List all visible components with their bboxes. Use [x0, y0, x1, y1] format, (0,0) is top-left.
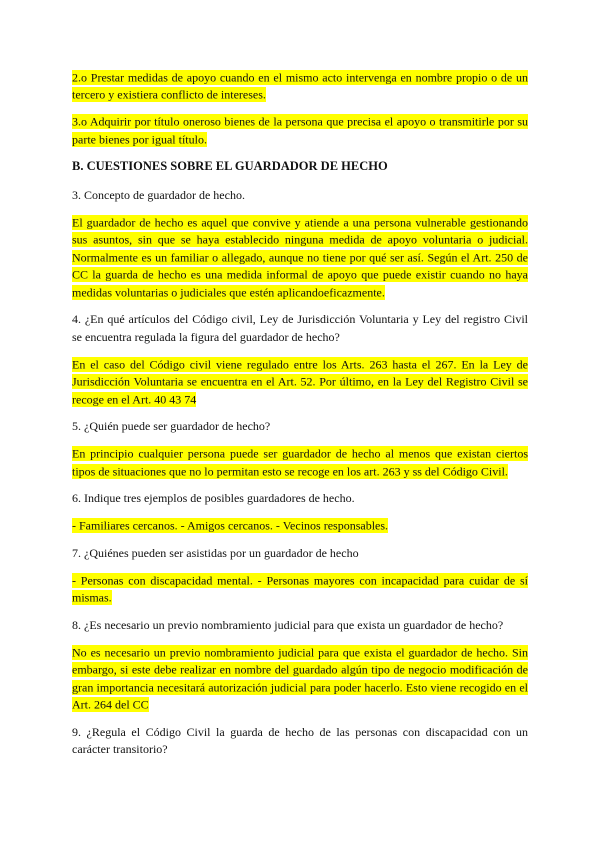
highlighted-text: 2.o Prestar medidas de apoyo cuando en el mismo acto intervenga en nombre propio o de un tercero y existiera conflicto de intereses. — [72, 70, 528, 102]
document-body — [72, 69, 528, 769]
highlighted-text: - Personas con discapacidad mental. - Personas mayores con incapacidad para cuidar de sí mismas. — [72, 573, 528, 605]
highlighted-text: - Familiares cercanos. - Amigos cercanos. - Vecinos responsables. — [72, 518, 389, 533]
answer-paragraph — [72, 572, 528, 607]
answer-paragraph — [72, 518, 528, 536]
answer-paragraph — [72, 644, 528, 714]
answer-paragraph — [72, 356, 528, 409]
answer-paragraph — [72, 214, 528, 302]
question-paragraph: 8. ¿Es necesario un previo nombramiento judicial para que exista un guardador de hecho? — [72, 617, 504, 632]
question-paragraph: 6. Indique tres ejemplos de posibles guardadores de hecho. — [72, 491, 355, 505]
highlighted-text: En principio cualquier persona puede ser guardador de hecho al menos que existan ciertos tipos de situaciones que no lo permitan esto se recoge en los art. 263 y ss del Código Civil. — [72, 446, 528, 478]
section-heading: B. CUESTIONES SOBRE EL GUARDADOR DE HECHO — [72, 159, 388, 173]
highlighted-text: El guardador de hecho es aquel que convive y atiende a una persona vulnerable gestionando sus asuntos, sin que se haya establecido ninguna medida de apoyo voluntaria o judicial. Normalmente es un familiar o allegado, aunque no tiene por qué ser así. Según el Art. 250 de CC la guarda de hecho es una medida informal de apoyo que puede existir cuando no haya medidas voluntarias o judiciales que estén aplicandoeficazmente. — [72, 215, 528, 299]
answer-paragraph — [72, 69, 528, 104]
highlighted-text: En el caso del Código civil viene regulado entre los Arts. 263 hasta el 267. En la Ley de Jurisdicción Voluntaria se encuentra en el Art. 52. Por último, en la Ley del Registro Civil se recoge en el Art. 40 43 74 — [72, 357, 528, 406]
answer-paragraph — [72, 114, 528, 149]
question-paragraph: 4. ¿En qué artículos del Código civil, Ley de Jurisdicción Voluntaria y Ley del registro Civil se encuentra regulada la figura del guardador de hecho? — [72, 312, 528, 344]
question-paragraph: 5. ¿Quién puede ser guardador de hecho? — [72, 419, 271, 433]
highlighted-text: No es necesario un previo nombramiento judicial para que exista el guardador de hecho. Sin embargo, si este debe realizar en nombre del guardado algún tipo de negocio modificación de gran importancia necesitará autorización judicial para poder hacerlo. Esto viene recogido en el Art. 264 del CC — [72, 645, 528, 712]
answer-paragraph — [72, 446, 528, 481]
question-paragraph: 9. ¿Regula el Código Civil la guarda de hecho de las personas con discapacidad con un carácter transitorio? — [72, 724, 528, 756]
highlighted-text: 3.o Adquirir por título oneroso bienes de la persona que precisa el apoyo o transmitirle por su parte bienes por igual título. — [72, 114, 528, 146]
question-paragraph: 3. Concepto de guardador de hecho. — [72, 187, 245, 202]
question-paragraph: 7. ¿Quiénes pueden ser asistidas por un guardador de hecho — [72, 545, 359, 560]
